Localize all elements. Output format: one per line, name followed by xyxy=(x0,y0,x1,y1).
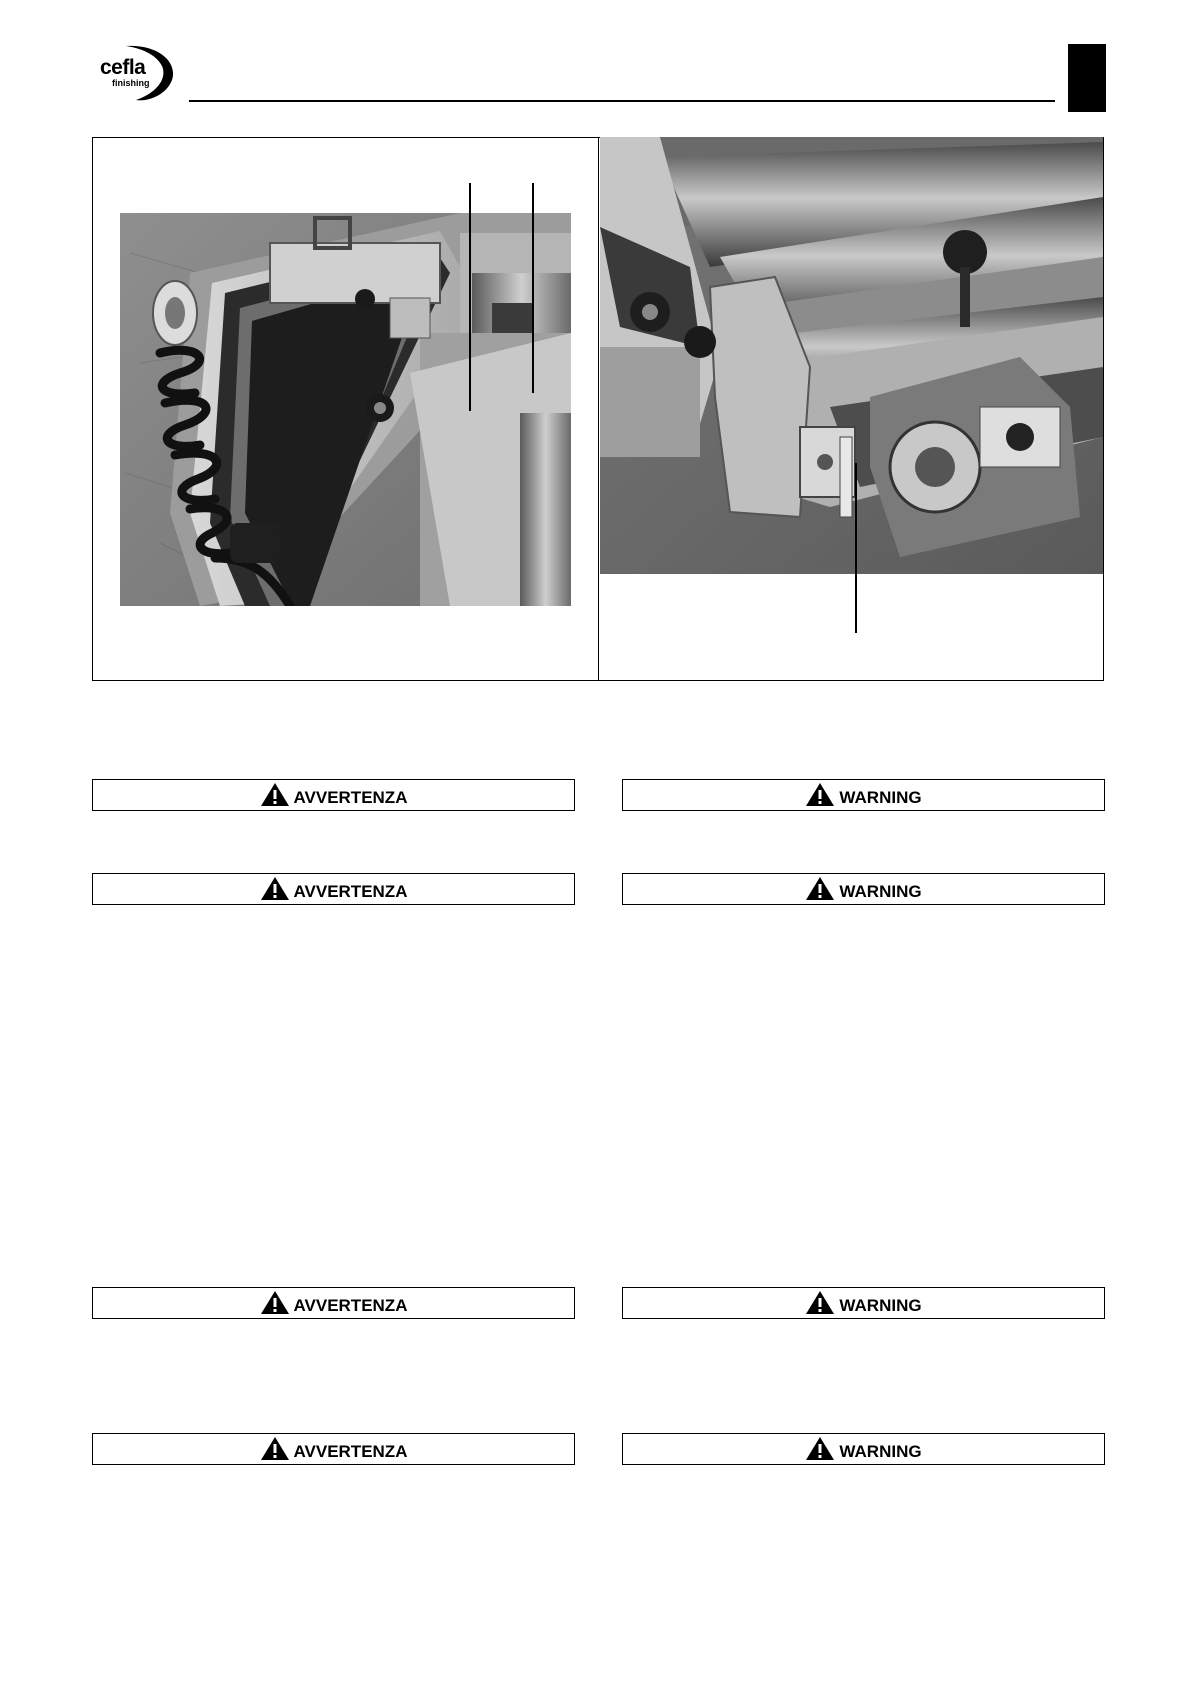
warning-box-it-2 xyxy=(92,873,575,905)
warning-label: AVVERTENZA xyxy=(293,882,408,901)
callout-line-left-1 xyxy=(469,183,471,411)
logo-wordmark: cefla xyxy=(100,56,146,79)
warning-triangle-icon xyxy=(260,782,290,807)
warning-triangle-icon xyxy=(805,876,835,901)
warning-triangle-icon xyxy=(805,1290,835,1315)
cefla-logo xyxy=(96,44,176,102)
photo-left xyxy=(120,213,571,606)
warning-triangle-icon xyxy=(805,782,835,807)
warning-label: AVVERTENZA xyxy=(293,1296,408,1315)
warning-triangle-icon xyxy=(260,1436,290,1461)
warning-triangle-icon xyxy=(260,876,290,901)
warning-label: WARNING xyxy=(839,1296,922,1315)
logo-subtitle: finishing xyxy=(112,78,150,88)
header-rule xyxy=(189,100,1055,102)
warning-box-en-2 xyxy=(622,873,1105,905)
warning-box-en-4 xyxy=(622,1433,1105,1465)
figure-divider xyxy=(598,137,599,681)
callout-line-left-2 xyxy=(532,183,534,393)
warning-box-en-3 xyxy=(622,1287,1105,1319)
section-tab-marker xyxy=(1068,44,1106,112)
warning-label: AVVERTENZA xyxy=(293,1442,408,1461)
warning-box-en-1 xyxy=(622,779,1105,811)
warning-triangle-icon xyxy=(260,1290,290,1315)
warning-box-it-1 xyxy=(92,779,575,811)
warning-box-it-4 xyxy=(92,1433,575,1465)
warning-label: WARNING xyxy=(839,882,922,901)
callout-line-right xyxy=(855,463,857,633)
warning-label: WARNING xyxy=(839,1442,922,1461)
warning-box-it-3 xyxy=(92,1287,575,1319)
photo-right xyxy=(600,137,1103,574)
warning-label: AVVERTENZA xyxy=(293,788,408,807)
warning-label: WARNING xyxy=(839,788,922,807)
warning-triangle-icon xyxy=(805,1436,835,1461)
